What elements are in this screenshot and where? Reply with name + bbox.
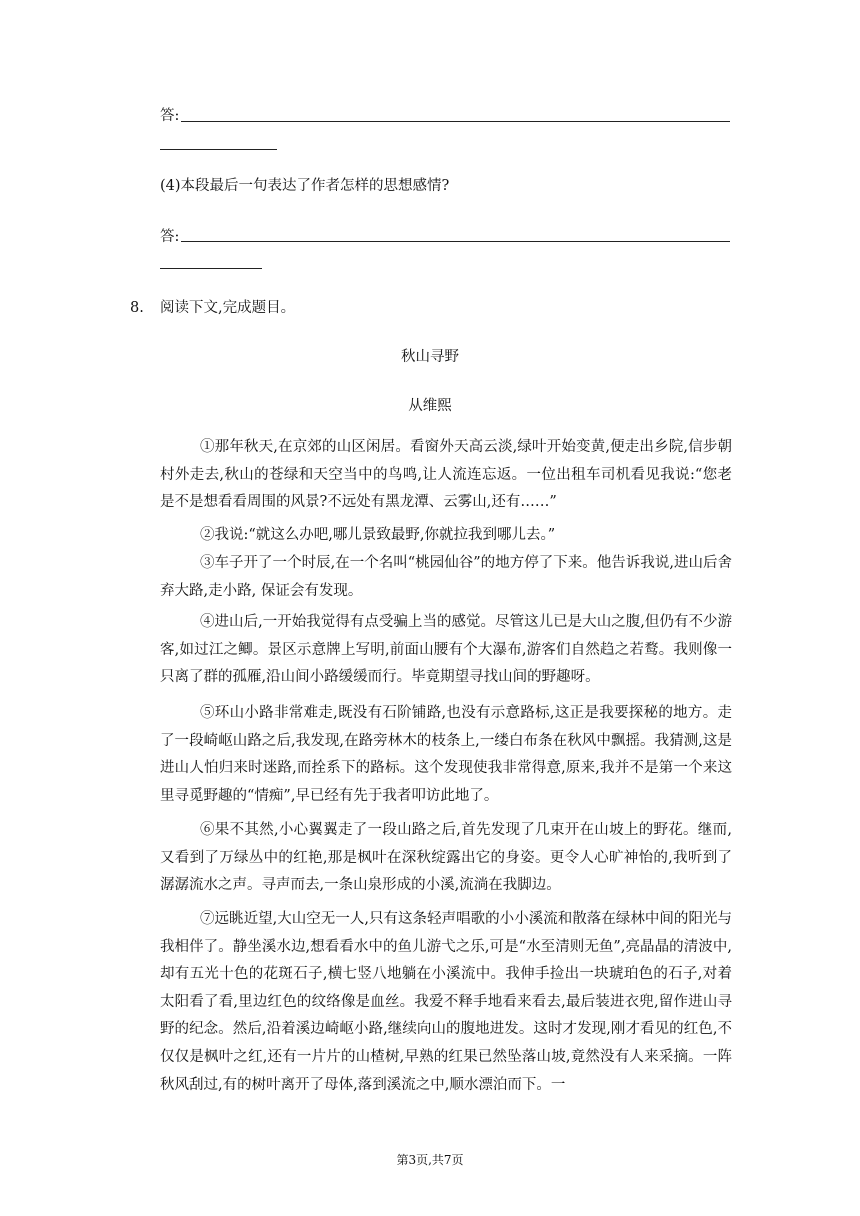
question-4: (4)本段最后一句表达了作者怎样的思想感情? [160, 178, 450, 194]
article-paragraph-2: ②我说:“就这么办吧,哪儿景致最野,你就拉我到哪儿去。” [200, 527, 556, 543]
article-paragraph-3: ③车子开了一个时辰,在一个名叫“桃园仙谷”的地方停了下来。他告诉我说,进山后舍弃大路,走小路, 保证会有发现。 [160, 555, 732, 599]
question-8-number: 8. [130, 300, 144, 316]
article-paragraph-4: ④进山后,一开始我觉得有点受骗上当的感觉。尽管这儿已是大山之腹,但仍有不少游客,如过江之鲫。景区示意牌上写明,前面山腰有个大瀑布,游客们自然趋之若鹜。我则像一只离了群的孤雁,沿山间小路缓缓而行。毕竟期望寻找山间的野趣呀。 [160, 614, 732, 686]
answer-line-2[interactable] [181, 241, 730, 242]
question-8-prompt: 阅读下文,完成题目。 [160, 300, 296, 316]
article-paragraph-7: ⑦远眺近望,大山空无一人,只有这条轻声唱歌的小小溪流和散落在绿林中间的阳光与我相伴了。静坐溪水边,想看看水中的鱼儿游弋之乐,可是“水至清则无鱼”,亮晶晶的清波中,却有五光十色的花斑石子,横七竖八地躺在小溪流中。我伸手捡出一块琥珀色的石子,对着太阳看了看,里边红色的纹络像是血丝。我爱不释手地看来看去,最后装进衣兜,留作进山寻野的纪念。然后,沿着溪边崎岖小路,继续向山的腹地进发。这时才发现,刚才看见的红色,不仅仅是枫叶之红,还有一片片的山楂树,早熟的红果已然坠落山坡,竟然没有人来采摘。一阵秋风刮过,有的树叶离开了母体,落到溪流之中,顺水漂泊而下。一 [160, 911, 732, 1093]
answer-line-1b[interactable] [160, 149, 277, 150]
page-footer: 第3页,共7页 [396, 1153, 464, 1167]
article-paragraph-1: ①那年秋天,在京郊的山区闲居。看窗外天高云淡,绿叶开始变黄,便走出乡院,信步朝村外走去,秋山的苍绿和天空当中的鸟鸣,让人流连忘返。一位出租车司机看见我说:“您老是不是想看看周围的风景?不远处有黑龙潭、云雾山,还有‥‥‥” [160, 439, 732, 511]
answer-line-2b[interactable] [160, 268, 262, 269]
answer-line-1[interactable] [181, 121, 730, 122]
article-paragraph-5: ⑤环山小路非常难走,既没有石阶铺路,也没有示意路标,这正是我要探秘的地方。走了一段崎岖山路之后,我发现,在路旁林木的枝条上,一缕白布条在秋风中飘摇。我猜测,这是进山人怕归来时迷路,而拴系下的路标。这个发现使我非常得意,原来,我并不是第一个来这里寻觅野趣的“情痴”,早已经有先于我者叩访此地了。 [160, 705, 732, 804]
article-author: 从维熙 [408, 398, 452, 414]
article-paragraph-6: ⑥果不其然,小心翼翼走了一段山路之后,首先发现了几束开在山坡上的野花。继而,又看到了万绿丛中的红艳,那是枫叶在深秋绽露出它的身姿。更令人心旷神怡的,我听到了潺潺流水之声。寻声而去,一条山泉形成的小溪,流淌在我脚边。 [160, 822, 732, 894]
answer-label-2: 答: [160, 229, 180, 245]
answer-label-1: 答: [160, 108, 180, 124]
article-title: 秋山寻野 [401, 349, 459, 365]
